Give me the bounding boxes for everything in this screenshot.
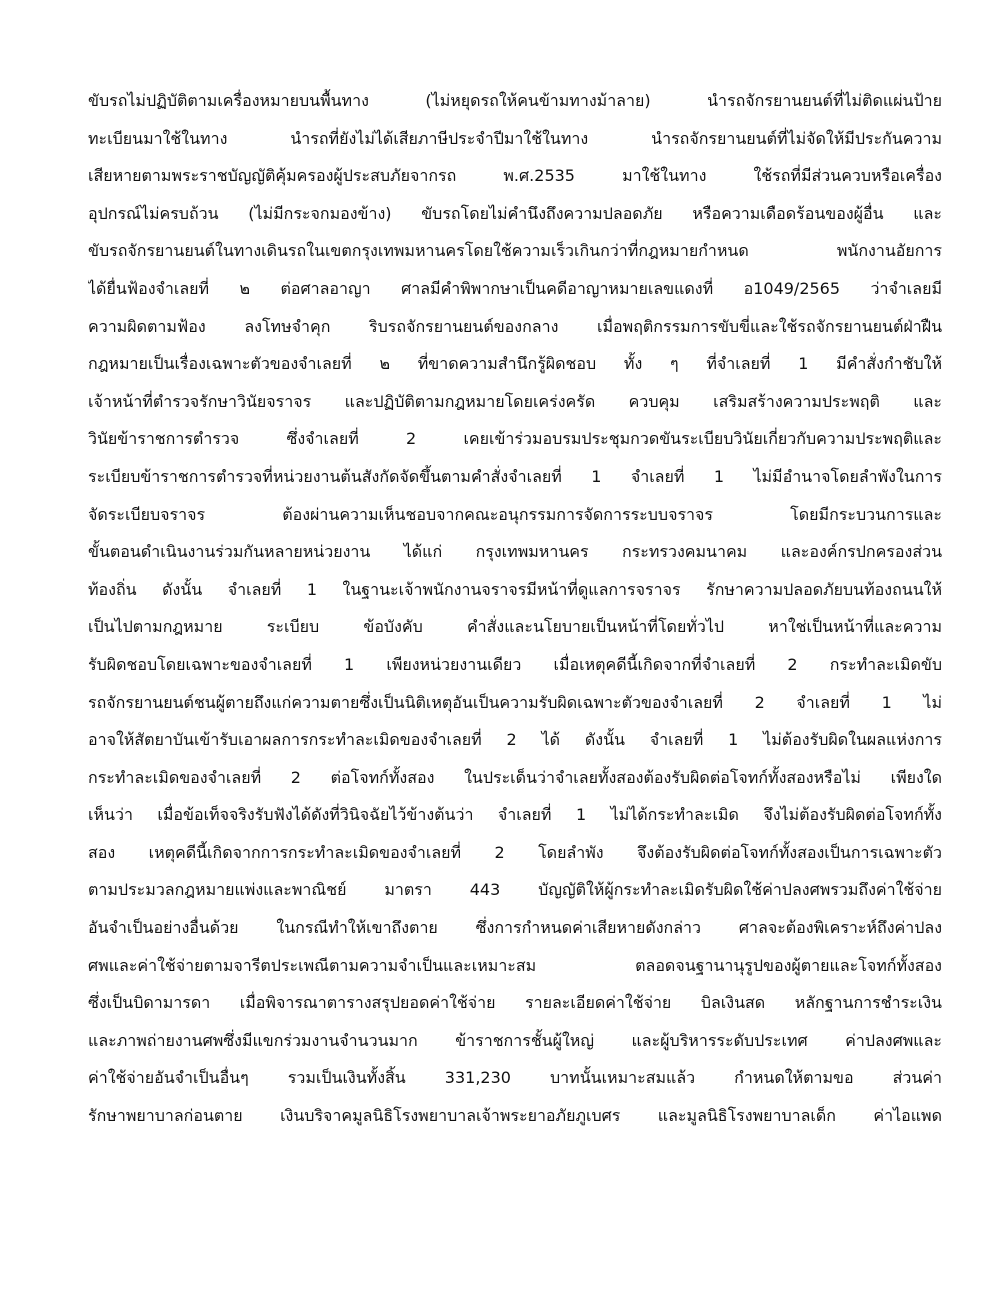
paragraph-line: อาจให้สัตยาบันเข้ารับเอาผลการกระทำละเมิดของจำเลยที่ 2 ได้ ดังนั้น จำเลยที่ 1 ไม่ต้องรับผิดในผลแห่งการ xyxy=(88,730,942,750)
paragraph-line: ขับรถไม่ปฏิบัติตามเครื่องหมายบนพื้นทาง (ไม่หยุดรถให้คนข้ามทางม้าลาย) นำรถจักรยานยนต์ที่ไม่ติดแผ่นป้าย xyxy=(88,91,942,110)
paragraph-line: ศพและค่าใช้จ่ายตามจารีตประเพณีตามความจำเป็นและเหมาะสม ตลอดจนฐานานุรูปของผู้ตายและโจทก์ทั้งสอง xyxy=(88,955,942,975)
paragraph-line: ความผิดตามฟ้อง ลงโทษจำคุก ริบรถจักรยานยนต์ของกลาง เมื่อพฤติกรรมการขับขี่และใช้รถจักรยานยนต์ฝ่าฝืน xyxy=(88,316,942,336)
paragraph-line: เจ้าหน้าที่ตำรวจรักษาวินัยจราจร และปฏิบัติตามกฎหมายโดยเคร่งครัด ควบคุม เสริมสร้างความประพฤติ และ xyxy=(88,391,942,411)
paragraph-line: ค่าใช้จ่ายอันจำเป็นอื่นๆ รวมเป็นเงินทั้งสิ้น 331,230 บาทนั้นเหมาะสมแล้ว กำหนดให้ตามขอ ส่วนค่า xyxy=(88,1068,942,1088)
paragraph-line: จัดระเบียบจราจร ต้องผ่านความเห็นชอบจากคณะอนุกรรมการจัดการระบบจราจร โดยมีกระบวนการและ xyxy=(88,504,942,524)
paragraph-line: รถจักรยานยนต์ชนผู้ตายถึงแก่ความตายซึ่งเป็นนิติเหตุอันเป็นความรับผิดเฉพาะตัวของจำเลยที่ 2 จำเลยที่ 1 ไม่ xyxy=(88,692,942,712)
paragraph-line: ทะเบียนมาใช้ในทาง นำรถที่ยังไม่ได้เสียภาษีประจำปีมาใช้ในทาง นำรถจักรยานยนต์ที่ไม่จัดให้มีประกันความ xyxy=(88,128,942,148)
paragraph-line: ขั้นตอนดำเนินงานร่วมกันหลายหน่วยงาน ได้แก่ กรุงเทพมหานคร กระทรวงคมนาคม และองค์กรปกครองส่วน xyxy=(88,542,942,562)
paragraph-line: ตามประมวลกฎหมายแพ่งและพาณิชย์ มาตรา 443 บัญญัติให้ผู้กระทำละเมิดรับผิดใช้ค่าปลงศพรวมถึงค่าใช้จ่าย xyxy=(88,880,942,900)
paragraph-line: อุปกรณ์ไม่ครบถ้วน (ไม่มีกระจกมองข้าง) ขับรถโดยไม่คำนึงถึงความปลอดภัย หรือความเดือดร้อนของผู้อื่น และ xyxy=(88,203,942,223)
document-body xyxy=(88,82,942,1135)
paragraph-line: เห็นว่า เมื่อข้อเท็จจริงรับฟังได้ดังที่วินิจฉัยไว้ข้างต้นว่า จำเลยที่ 1 ไม่ได้กระทำละเมิด จึงไม่ต้องรับผิดต่อโจทก์ทั้ง xyxy=(88,805,942,825)
paragraph-line: วินัยข้าราชการตำรวจ ซึ่งจำเลยที่ 2 เคยเข้าร่วมอบรมประชุมกวดขันระเบียบวินัยเกี่ยวกับความประพฤติและ xyxy=(88,429,942,449)
paragraph-line: กฎหมายเป็นเรื่องเฉพาะตัวของจำเลยที่ ๒ ที่ขาดความสำนึกรู้ผิดชอบ ทั้ง ๆ ที่จำเลยที่ 1 มีคำสั่งกำชับให้ xyxy=(88,354,942,374)
paragraph-line: และภาพถ่ายงานศพซึ่งมีแขกร่วมงานจำนวนมาก ข้าราชการชั้นผู้ใหญ่ และผู้บริหารระดับประเทศ ค่าปลงศพและ xyxy=(88,1030,942,1050)
paragraph-line: รับผิดชอบโดยเฉพาะของจำเลยที่ 1 เพียงหน่วยงานเดียว เมื่อเหตุคดีนี้เกิดจากที่จำเลยที่ 2 กระทำละเมิดขับ xyxy=(88,654,942,674)
paragraph-line: อันจำเป็นอย่างอื่นด้วย ในกรณีทำให้เขาถึงตาย ซึ่งการกำหนดค่าเสียหายดังกล่าว ศาลจะต้องพิเคราะห์ถึงค่าปลง xyxy=(88,918,942,938)
paragraph-line: เสียหายตามพระราชบัญญัติคุ้มครองผู้ประสบภัยจากรถ พ.ศ.2535 มาใช้ในทาง ใช้รถที่มีส่วนควบหรือเครื่อง xyxy=(88,166,942,186)
paragraph-line: ได้ยื่นฟ้องจำเลยที่ ๒ ต่อศาลอาญา ศาลมีคำพิพากษาเป็นคดีอาญาหมายเลขแดงที่ อ1049/2565 ว่าจำเลยมี xyxy=(88,278,942,298)
paragraph-line: เป็นไปตามกฎหมาย ระเบียบ ข้อบังคับ คำสั่งและนโยบายเป็นหน้าที่โดยทั่วไป หาใช่เป็นหน้าที่และความ xyxy=(88,617,942,637)
paragraph-line: กระทำละเมิดของจำเลยที่ 2 ต่อโจทก์ทั้งสอง ในประเด็นว่าจำเลยทั้งสองต้องรับผิดต่อโจทก์ทั้งสองหรือไม่ เพียงใด xyxy=(88,767,942,787)
paragraph-line: ท้องถิ่น ดังนั้น จำเลยที่ 1 ในฐานะเจ้าพนักงานจราจรมีหน้าที่ดูแลการจราจร รักษาความปลอดภัยบนท้องถนนให้ xyxy=(88,579,942,599)
paragraph-line: สอง เหตุคดีนี้เกิดจากการกระทำละเมิดของจำเลยที่ 2 โดยลำพัง จึงต้องรับผิดต่อโจทก์ทั้งสองเป็นการเฉพาะตัว xyxy=(88,842,942,862)
paragraph-line: ระเบียบข้าราชการตำรวจที่หน่วยงานต้นสังกัดจัดขึ้นตามคำสั่งจำเลยที่ 1 จำเลยที่ 1 ไม่มีอำนาจโดยลำพังในการ xyxy=(88,466,942,486)
paragraph-line: ขับรถจักรยานยนต์ในทางเดินรถในเขตกรุงเทพมหานครโดยใช้ความเร็วเกินกว่าที่กฎหมายกำหนด พนักงานอัยการ xyxy=(88,241,942,261)
paragraph-line: ซึ่งเป็นบิดามารดา เมื่อพิจารณาตารางสรุปยอดค่าใช้จ่าย รายละเอียดค่าใช้จ่าย บิลเงินสด หลักฐานการชำระเงิน xyxy=(88,993,942,1013)
paragraph-line: รักษาพยาบาลก่อนตาย เงินบริจาคมูลนิธิโรงพยาบาลเจ้าพระยาอภัยภูเบศร และมูลนิธิโรงพยาบาลเด็ก ค่าไอแพด xyxy=(88,1106,942,1126)
